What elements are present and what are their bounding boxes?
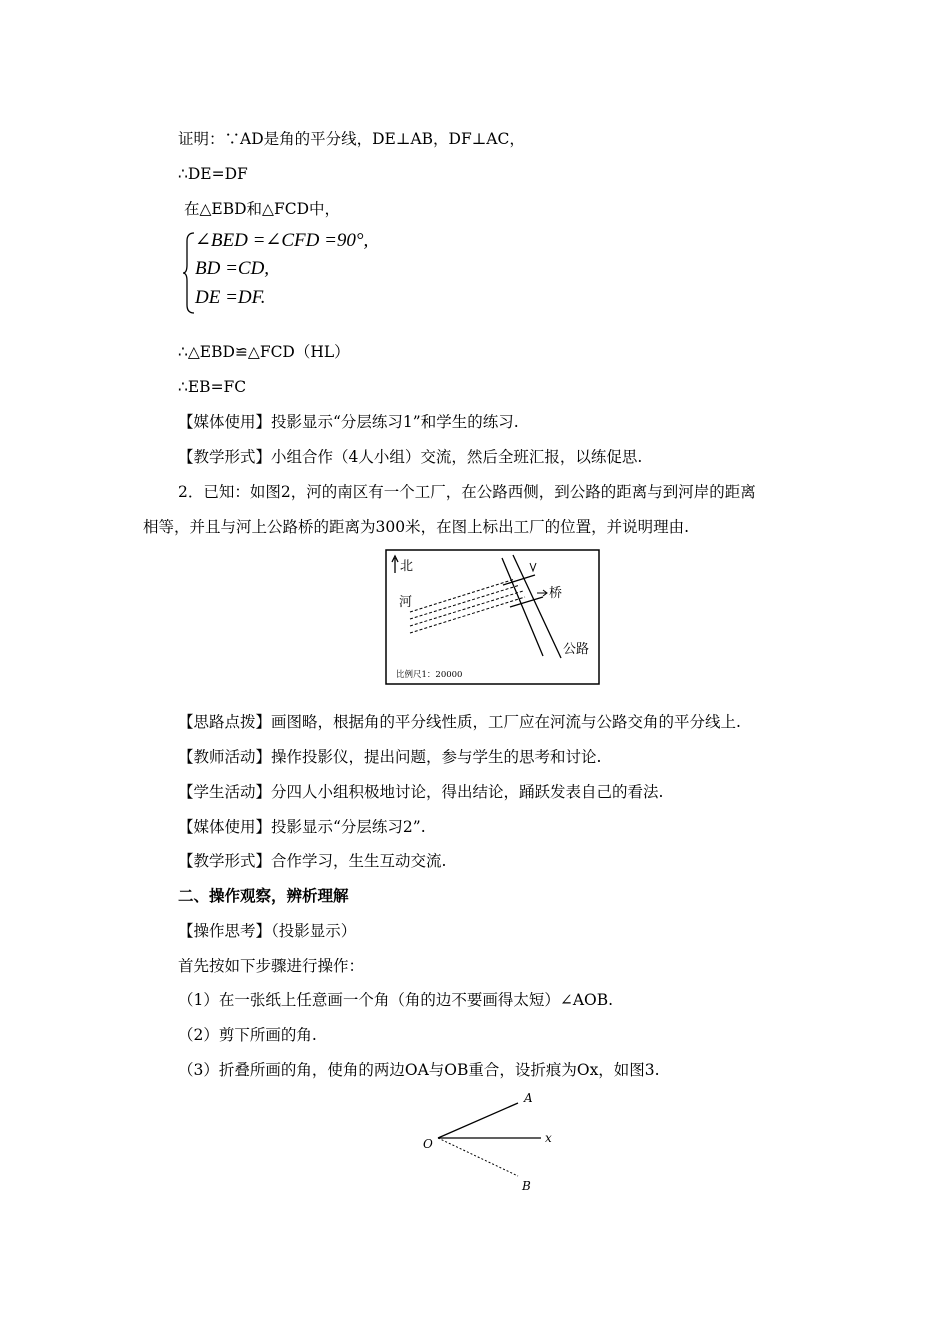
step-2: （2）剪下所画的角.	[178, 1026, 317, 1044]
problem-2-line-2: 相等，并且与河上公路桥的距离为300米，在图上标出工厂的位置，并说明理由.	[143, 518, 690, 536]
media-note-2: 【媒体使用】投影显示“分层练习2”.	[178, 818, 426, 836]
equation-brace	[182, 231, 196, 315]
proof-line-3: 在△EBD和△FCD中，	[184, 200, 341, 218]
label-O: O	[423, 1137, 433, 1151]
scale-label: 比例尺1：20000	[396, 670, 463, 680]
steps-intro: 首先按如下步骤进行操作：	[178, 957, 365, 975]
bridge-label: 桥	[549, 586, 563, 601]
north-label: 北	[400, 559, 414, 574]
road-label: 公路	[563, 642, 590, 657]
equation-line-2: BD =CD,	[195, 258, 270, 279]
equation-line-3: DE =DF.	[195, 287, 266, 308]
figure-3-angle	[418, 1088, 568, 1198]
proof-line-2: ∴DE=DF	[178, 165, 248, 183]
operation-think-note: 【操作思考】（投影显示）	[178, 922, 357, 940]
teaching-form-note-2: 【教学形式】合作学习，生生互动交流.	[178, 852, 447, 870]
step-3: （3）折叠所画的角，使角的两边OA与OB重合，设折痕为Ox，如图3.	[178, 1061, 660, 1079]
figure-2-map	[385, 549, 600, 685]
equation-line-1: ∠BED =∠CFD =90°,	[195, 230, 369, 251]
proof-line-4: ∴△EBD≌△FCD（HL）	[178, 343, 350, 361]
hint-note: 【思路点拨】画图略，根据角的平分线性质，工厂应在河流与公路交角的平分线上.	[178, 713, 741, 731]
label-A: A	[524, 1091, 533, 1105]
step-1: （1）在一张纸上任意画一个角（角的边不要画得太短）∠AOB.	[178, 991, 614, 1009]
label-B: B	[522, 1179, 531, 1193]
proof-line-5: ∴EB=FC	[178, 378, 247, 396]
proof-line-1: 证明：∵AD是角的平分线，DE⊥AB，DF⊥AC，	[178, 130, 525, 148]
label-x: x	[545, 1131, 552, 1145]
problem-2-line-1: 2．已知：如图2，河的南区有一个工厂，在公路西侧，到公路的距离与到河岸的距离	[178, 483, 756, 501]
section-heading: 二、操作观察，辨析理解	[178, 886, 349, 905]
student-activity-note: 【学生活动】分四人小组积极地讨论，得出结论，踊跃发表自己的看法.	[178, 783, 664, 801]
teacher-activity-note: 【教师活动】操作投影仪，提出问题，参与学生的思考和讨论.	[178, 748, 602, 766]
river-label: 河	[399, 595, 413, 610]
teaching-form-note-1: 【教学形式】小组合作（4人小组）交流，然后全班汇报，以练促思.	[178, 448, 643, 466]
media-note-1: 【媒体使用】投影显示“分层练习1”和学生的练习.	[178, 413, 519, 431]
